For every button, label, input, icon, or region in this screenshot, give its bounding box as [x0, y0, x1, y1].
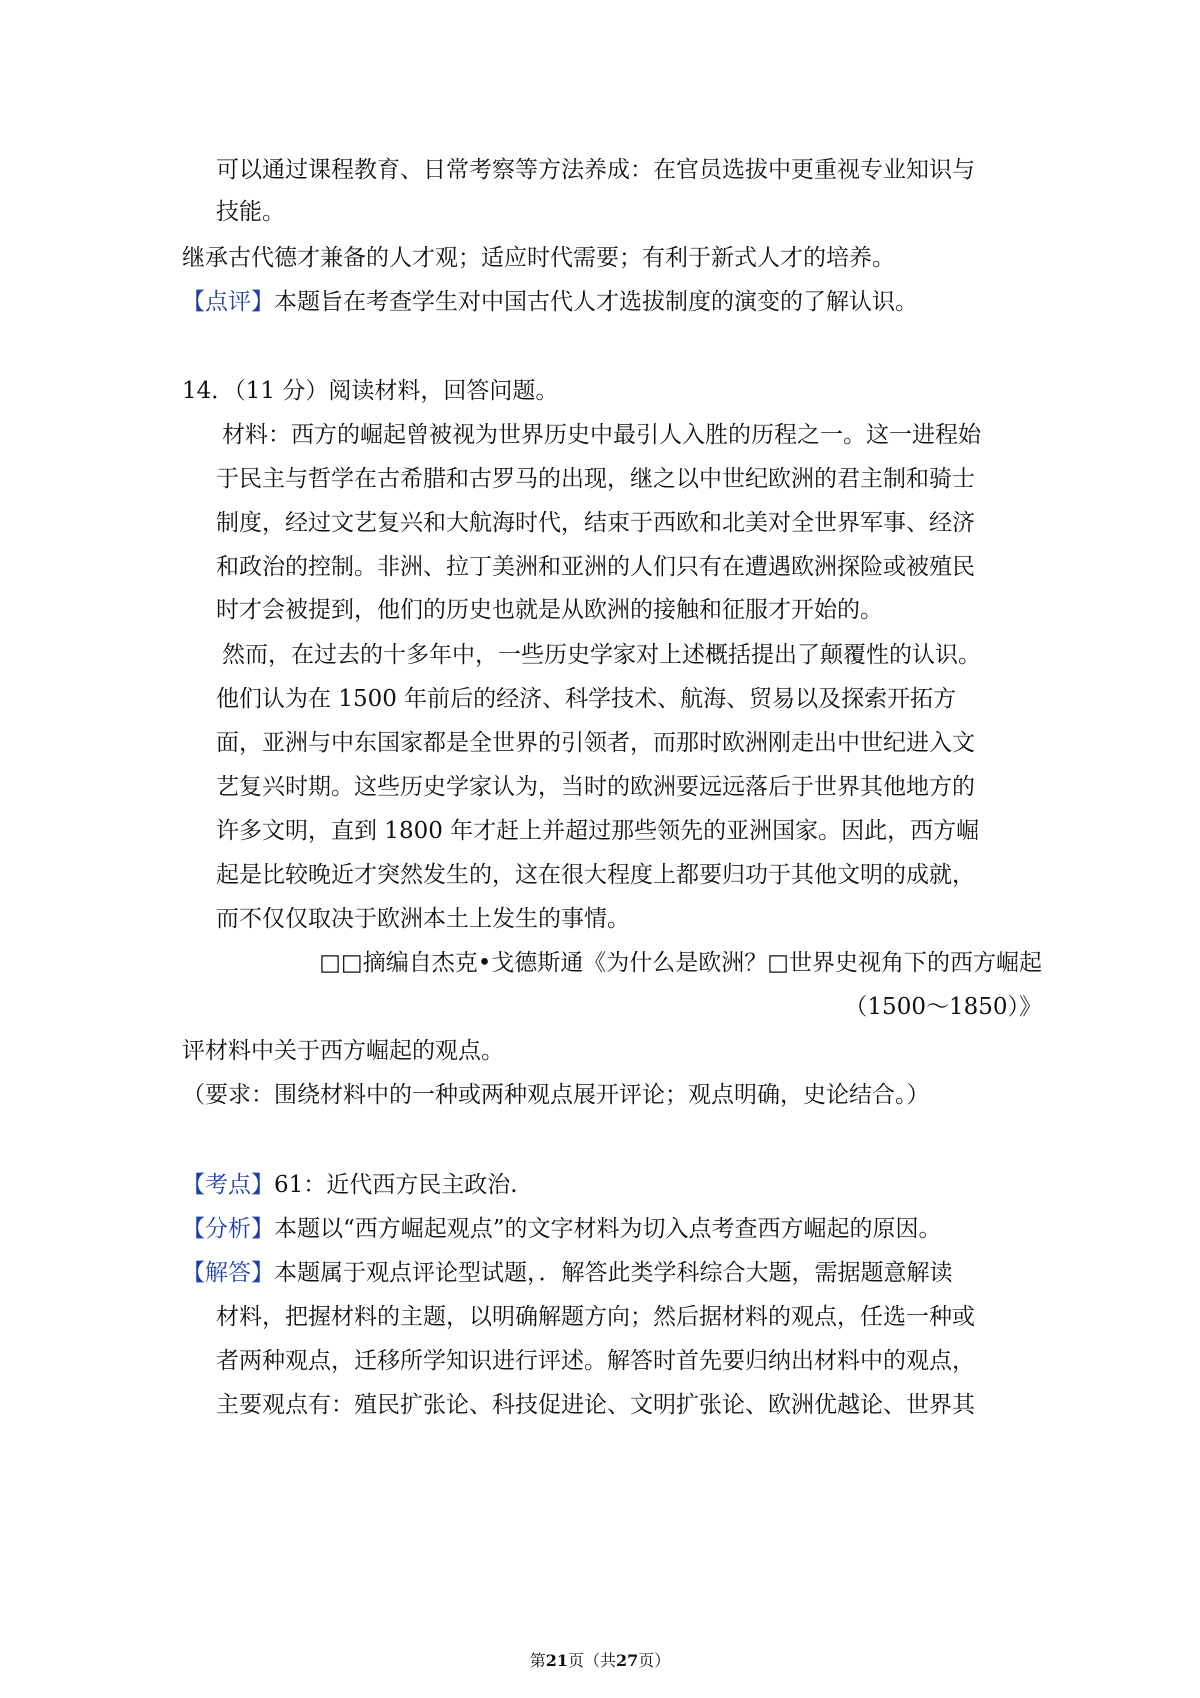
kaodian-text: 61：近代西方民主政治. — [274, 1172, 518, 1198]
answer-line: 继承古代德才兼备的人才观；适应时代需要；有利于新式人才的培养。 — [182, 245, 895, 271]
kaodian-paragraph — [182, 1170, 518, 1200]
material-line: 于民主与哲学在古希腊和古罗马的出现，继之以中世纪欧洲的君主制和骑士 — [216, 466, 975, 492]
footer-pre: 第 — [529, 1651, 546, 1670]
page-footer — [0, 1651, 1200, 1671]
material-line: 许多文明，直到 1800 年才赶上并超过那些领先的亚洲国家。因此，西方崛 — [216, 818, 980, 844]
kaodian-tag: 【考点】 — [182, 1172, 274, 1198]
material-line: 艺复兴时期。这些历史学家认为，当时的欧洲要远远落后于世界其他地方的 — [216, 774, 975, 800]
jieda-tag: 【解答】 — [182, 1260, 274, 1286]
question-14-header: 14．（11 分）阅读材料，回答问题。 — [182, 378, 559, 404]
material-source: （1500～1850）》 — [844, 994, 1042, 1020]
review-paragraph — [182, 287, 918, 317]
material-line: 和政治的控制。非洲、拉丁美洲和亚洲的人们只有在遭遇欧洲探险或被殖民 — [216, 554, 975, 580]
fenxi-tag: 【分析】 — [182, 1216, 274, 1242]
footer-mid: 页（共 — [567, 1651, 616, 1670]
jieda-paragraph — [182, 1258, 953, 1288]
fenxi-text: 本题以“西方崛起观点”的文字材料为切入点考查西方崛起的原因。 — [274, 1216, 942, 1242]
material-line: 起是比较晚近才突然发生的，这在很大程度上都要归功于其他文明的成就， — [216, 862, 975, 888]
material-source: □□摘编自杰克•戈德斯通《为什么是欧洲？□世界史视角下的西方崛起 — [319, 950, 1042, 976]
material-line: 而不仅仅取决于欧洲本土上发生的事情。 — [216, 906, 630, 932]
material-line: 材料：西方的崛起曾被视为世界历史中最引人入胜的历程之一。这一进程始 — [222, 422, 981, 448]
total-pages: 27 — [616, 1651, 639, 1670]
review-tag: 【点评】 — [182, 289, 274, 315]
review-text: 本题旨在考查学生对中国古代人才选拔制度的演变的了解认识。 — [274, 289, 918, 315]
answer-line: 技能。 — [216, 199, 285, 225]
material-line: 然而，在过去的十多年中，一些历史学家对上述概括提出了颠覆性的认识。 — [222, 642, 981, 668]
material-line: 他们认为在 1500 年前后的经济、科学技术、航海、贸易以及探索开拓方 — [216, 686, 957, 712]
material-line: 时才会被提到，他们的历史也就是从欧洲的接触和征服才开始的。 — [216, 597, 883, 623]
jieda-line: 者两种观点，迁移所学知识进行评述。解答时首先要归纳出材料中的观点， — [216, 1348, 975, 1374]
material-line: 制度，经过文艺复兴和大航海时代，结束于西欧和北美对全世界军事、经济 — [216, 510, 975, 536]
footer-post: 页） — [638, 1651, 671, 1670]
jieda-text: 本题属于观点评论型试题，．解答此类学科综合大题，需据题意解读 — [274, 1260, 953, 1286]
fenxi-paragraph — [182, 1214, 942, 1244]
jieda-line: 主要观点有：殖民扩张论、科技促进论、文明扩张论、欧洲优越论、世界其 — [216, 1392, 975, 1418]
material-line: 面，亚洲与中东国家都是全世界的引领者，而那时欧洲刚走出中世纪进入文 — [216, 730, 975, 756]
answer-line: 可以通过课程教育、日常考察等方法养成：在官员选拔中更重视专业知识与 — [216, 157, 975, 183]
jieda-line: 材料，把握材料的主题，以明确解题方向；然后据材料的观点，任选一种或 — [216, 1304, 975, 1330]
question-requirement: （要求：围绕材料中的一种或两种观点展开评论；观点明确，史论结合。） — [182, 1082, 930, 1108]
question-task: 评材料中关于西方崛起的观点。 — [182, 1038, 504, 1064]
page-number: 21 — [545, 1651, 568, 1670]
